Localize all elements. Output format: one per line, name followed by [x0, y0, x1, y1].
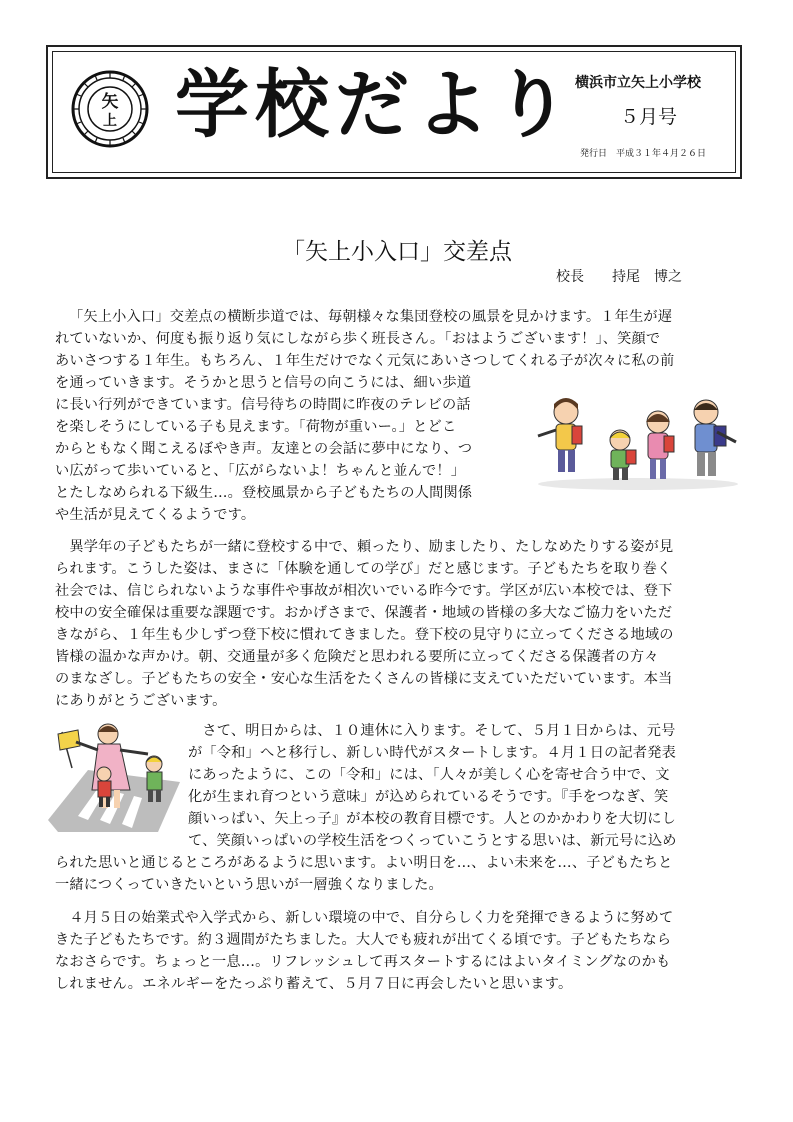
text-line: い広がって歩いていると、「広がらないよ！ちゃんと並んで！」	[55, 463, 466, 479]
article-title: 「矢上小入口」交差点	[282, 239, 512, 265]
text-line: 校中の安全確保は重要な課題です。おかげさまで、保護者・地域の皆様の多大なご協力をいただ	[55, 605, 673, 621]
text-line: が「令和」へと移行し、新しい時代がスタートします。４月１日の記者発表	[188, 745, 677, 761]
text-line: きた子どもたちです。約３週間がたちました。大人でも疲れが出てくる頃です。子どもたちなら	[55, 932, 672, 948]
paragraph-4	[55, 907, 673, 995]
article-author: 校長 持尾 博之	[556, 269, 682, 285]
text-line: からともなく聞こえるぼやき声。友達との会話に夢中になり、つ	[55, 441, 473, 457]
text-line: あいさつする１年生。もちろん、１年生だけでなく元気にあいさつしてくれる子が次々に私の前	[55, 353, 675, 369]
text-line: 異学年の子どもたちが一緒に登校する中で、頼ったり、励ましたり、たしなめたりする姿が見	[55, 539, 674, 555]
text-line: 顔いっぱい、矢上っ子』が本校の教育目標です。人とのかかわりを大切にし	[188, 811, 677, 827]
text-line: れていないか、何度も振り返り気にしながら歩く班長さん。「おはようございます！」、笑顔で	[55, 331, 661, 347]
text-line: に長い行列ができています。信号待ちの時間に昨夜のテレビの話	[55, 397, 471, 413]
text-line: 一緒につくっていきたいという思いが一層強くなりました。	[55, 877, 443, 893]
publication-date: 発行日 平成３１年４月２６日	[580, 149, 707, 159]
newsletter-title: 学校だより	[175, 62, 575, 148]
paragraph-2	[55, 536, 674, 712]
text-line: とたしなめられる下級生…。登校風景から子どもたちの人間関係	[55, 485, 473, 501]
text-line: 化が生まれ育つという意味」が込められているそうです。『手をつなぎ、笑	[188, 789, 669, 805]
text-line: しれません。エネルギーをたっぷり蓄えて、５月７日に再会したいと思います。	[55, 976, 573, 992]
text-line: て、笑顔いっぱいの学校生活をつくっていこうとする思いは、新元号に込め	[188, 833, 677, 849]
text-line: にあったように、この「令和」には、「人々が美しく心を寄せ合う中で、文	[188, 767, 670, 783]
text-line: を楽しそうにしている子も見えます。「荷物が重いー。」とどこ	[55, 419, 457, 435]
paragraph-3	[55, 720, 677, 896]
text-line: きながら、１年生も少しずつ登下校に慣れてきました。登下校の見守りに立ってくださる地域の	[55, 627, 674, 643]
school-name: 横浜市立矢上小学校	[575, 75, 701, 91]
text-line: にありがとうございます。	[55, 693, 227, 709]
text-line: なおさらです。ちょっと一息…。リフレッシュして再スタートするにはよいタイミングなのかも	[55, 954, 671, 970]
svg-text:矢: 矢	[101, 92, 119, 112]
text-line: を通っていきます。そうかと思うと信号の向こうには、細い歩道	[55, 375, 472, 391]
issue-label: ５月号	[620, 106, 678, 128]
text-line: 「矢上小入口」交差点の横断歩道では、毎朝様々な集団登校の風景を見かけます。１年生が遅	[69, 309, 673, 325]
svg-text:上: 上	[103, 113, 117, 129]
text-line: や生活が見えてくるようです。	[55, 507, 256, 523]
text-line: のまなざし。子どもたちの安全・安心な生活をたくさんの皆様に支えていただいています。本当	[55, 671, 673, 687]
text-line: ４月５日の始業式や入学式から、新しい環境の中で、自分らしく力を発揮できるように努めて	[55, 910, 674, 926]
school-emblem-logo	[71, 70, 149, 148]
newsletter-header	[46, 45, 742, 179]
text-line: られます。こうした姿は、まさに「体験を通しての学び」だと感じます。子どもたちを取り巻く	[55, 561, 672, 577]
text-line: られた思いと通じるところがあるように思います。よい明日を…、よい未来を…、子どもたちと	[55, 855, 673, 871]
text-line: さて、明日からは、１０連休に入ります。そして、５月１日からは、元号	[188, 723, 676, 739]
text-line: 皆様の温かな声かけ。朝、交通量が多く危険だと思われる要所に立ってくださる保護者の方々	[55, 649, 659, 665]
children-walking-illustration	[528, 392, 746, 492]
header-inner-frame	[52, 51, 736, 173]
text-line: 社会では、信じられないような事件や事故が相次いでいる昨今です。学区が広い本校では、登下	[55, 583, 673, 599]
